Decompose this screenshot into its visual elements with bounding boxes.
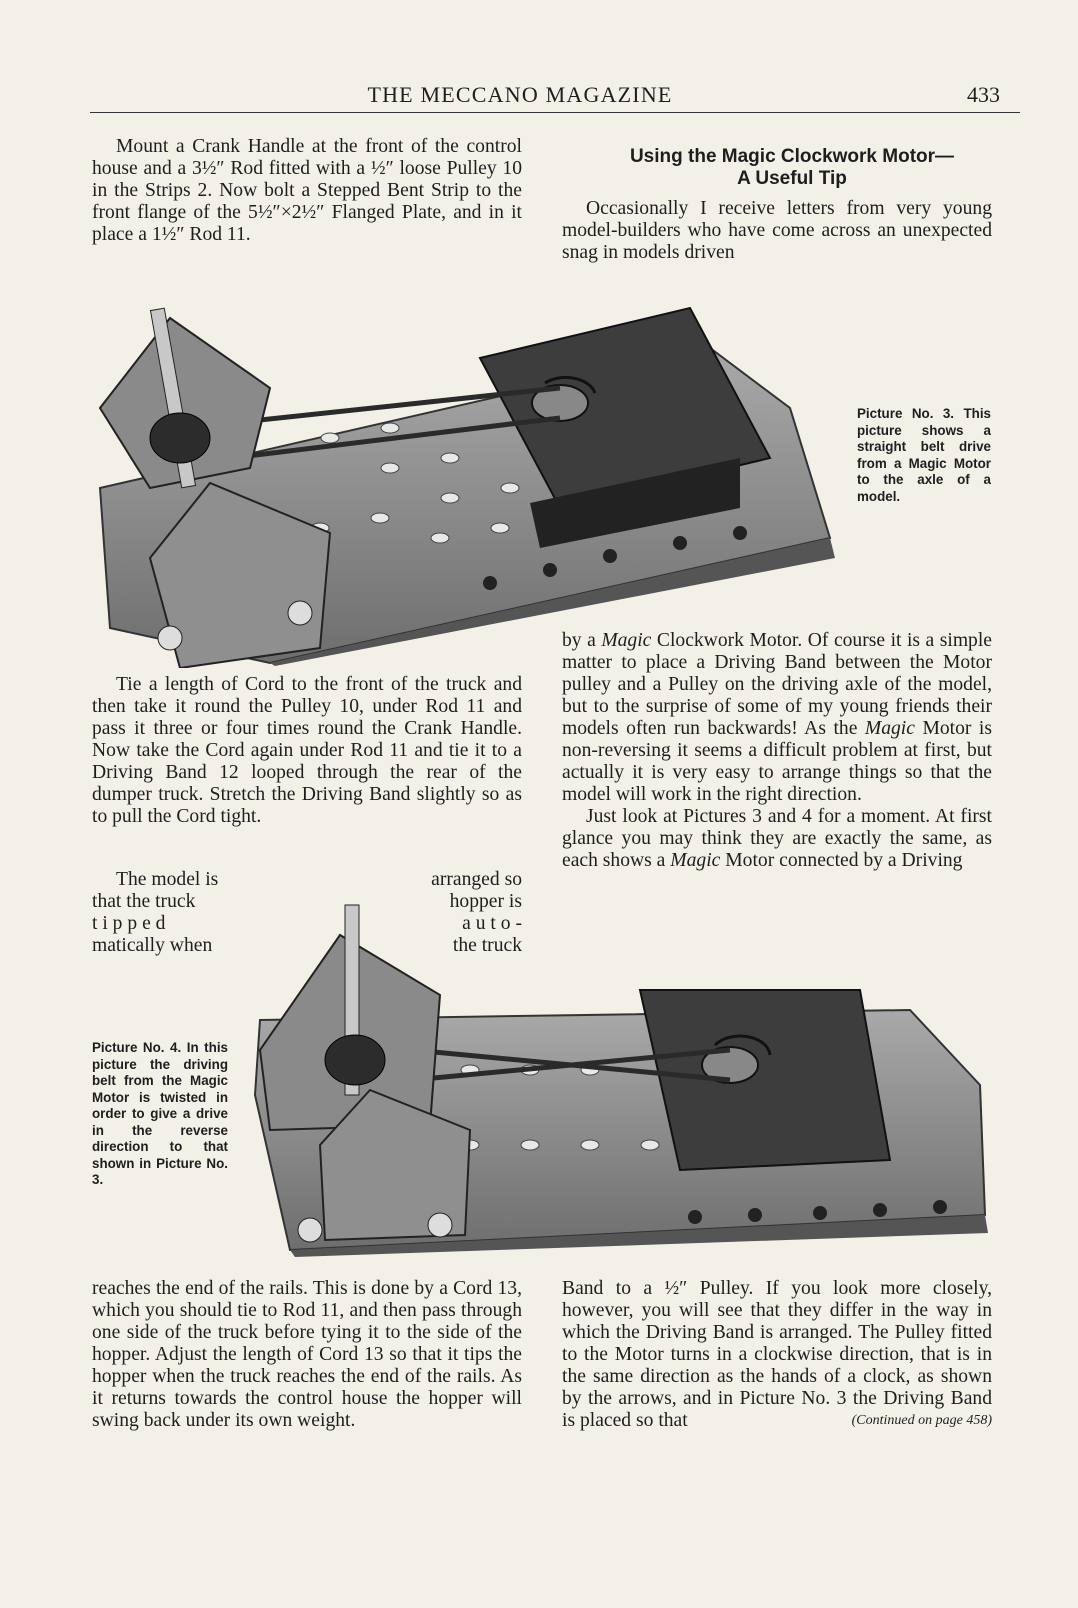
left-paragraph-3: reaches the end of the rails. This is done by a Cord 13, which you should tie to Rod 11, and then pass through one side of the truck before tying it to the side of the hopper. Adjust the length of Cord 13 so that it tips the hopper when the truck reaches the end of the rails. As it returns towards the control house the hopper will swing back under its own weight. xyxy=(92,1278,522,1431)
magazine-title: THE MECCANO MAGAZINE xyxy=(367,82,673,107)
right-paragraph-2: by a Magic Clockwork Motor. Of course it is a simple matter to place a Driving Band between the Motor pulley and a Pulley on the driving axle of the model, but to the surprise of some of my young friends their models often run backwards! As the Magic Motor is non-reversing it seems a difficult problem at first, but actually it is very easy to arrange things so that the model will work in the right direction. Just look at Pictures 3 and 4 for a moment. At first glance you may think they are exactly the same, as each shows a Magic Motor connected by a Driving xyxy=(562,630,992,871)
picture-3-illustration xyxy=(90,288,840,668)
right-paragraph-3: Band to a ½″ Pulley. If you look more closely, however, you will see that they differ in the way in which the Driving Band is arranged. The Pulley fitted to the Motor turns in a clockwise direction, that is in the same direction as the hands of a clock, as shown by the arrows, and in Picture No. 3 the Driving Band is placed so that (Continued on page 458) xyxy=(562,1278,992,1431)
page-header xyxy=(90,82,1020,113)
magic-motor xyxy=(640,990,890,1170)
pulley-10 xyxy=(325,1035,385,1085)
page-number: 433 xyxy=(967,82,1000,107)
picture-4-caption: Picture No. 4. In this picture the driving belt from the Magic Motor is twisted in order to give a drive in the reverse direction to that shown in Picture No. 3. xyxy=(92,1040,228,1187)
right-paragraph-1: Occasionally I receive letters from very young model-builders who have come across an unexpected snag in models driven xyxy=(562,198,992,263)
continued-note: (Continued on page 458) xyxy=(851,1413,992,1428)
wrap-text-left: The model is that the truck t i p p e d matically when xyxy=(92,869,219,956)
wrap-text-right: arranged so hopper is a u t o - the truck xyxy=(431,869,522,956)
left-paragraph-2: Tie a length of Cord to the front of the truck and then take it round the Pulley 10, under Rod 11 and pass it three or four times round the Crank Handle. Now take the Cord again under Rod 11 and tie it to a Driving Band 12 looped through the rear of the dumper truck. Stretch the Driving Band slightly so as to pull the Cord tight. xyxy=(92,674,522,827)
left-paragraph-1: Mount a Crank Handle at the front of the control house and a 3½″ Rod fitted with a ½″ loose Pulley 10 in the Strips 2. Now bolt a Stepped Bent Strip to the front flange of the 5½″×2½″ Flanged Plate, and in it place a 1½″ Rod 11. xyxy=(92,136,522,245)
picture-3-caption: Picture No. 3. This picture shows a straight belt drive from a Magic Motor to the axle of a model. xyxy=(857,406,991,504)
article-heading: Using the Magic Clockwork Motor— A Useful Tip xyxy=(629,146,955,189)
pulley-10 xyxy=(150,413,210,463)
picture-4-illustration xyxy=(250,895,995,1260)
